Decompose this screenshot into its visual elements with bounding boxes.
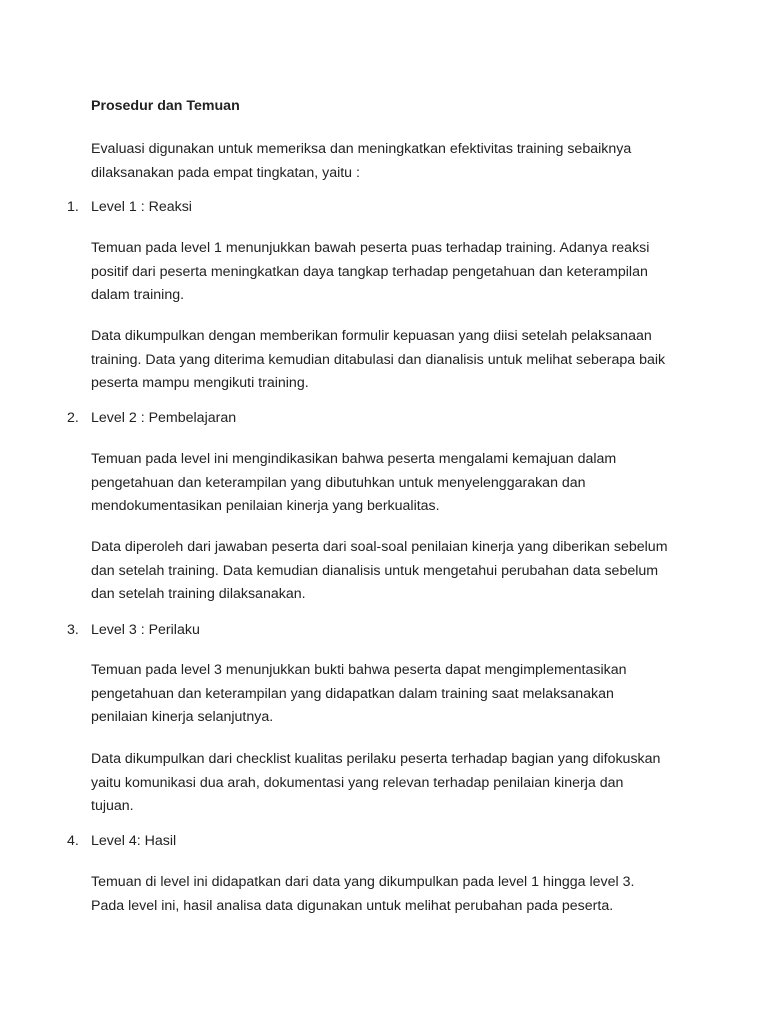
list-item-level-2 bbox=[67, 407, 236, 431]
paragraph-line: Temuan pada level 1 menunjukkan bawah peserta puas terhadap training. Adanya reaksi bbox=[91, 240, 650, 256]
paragraph-line: pengetahuan dan keterampilan yang didapatkan dalam training saat melaksanakan bbox=[91, 685, 614, 702]
list-number: 2. bbox=[67, 410, 79, 426]
level-1-data-paragraph bbox=[91, 325, 691, 396]
level-3-findings-paragraph bbox=[91, 659, 691, 730]
list-number: 3. bbox=[67, 622, 79, 638]
paragraph-line: mendokumentasikan penilaian kinerja yang berkualitas. bbox=[91, 498, 440, 514]
paragraph-line: Temuan di level ini didapatkan dari data yang dikumpulkan pada level 1 hingga level 3. bbox=[91, 874, 635, 890]
paragraph-line: Data dikumpulkan dari checklist kualitas perilaku peserta terhadap bagian yang difokuskan bbox=[91, 751, 661, 767]
level-4-findings-paragraph bbox=[91, 871, 691, 918]
list-item-level-1 bbox=[67, 196, 192, 220]
list-item-label: Level 3 : Perilaku bbox=[91, 622, 200, 638]
page-title: Prosedur dan Temuan bbox=[91, 98, 240, 114]
list-number: 1. bbox=[67, 199, 79, 215]
paragraph-line: pengetahuan dan keterampilan yang dibutuhkan untuk menyelenggarakan dan bbox=[91, 474, 586, 491]
intro-line: dilaksanakan pada empat tingkatan, yaitu : bbox=[91, 164, 360, 181]
paragraph-line: penilaian kinerja selanjutnya. bbox=[91, 709, 274, 725]
paragraph-line: dalam training. bbox=[91, 287, 185, 303]
list-item-label: Level 2 : Pembelajaran bbox=[91, 410, 237, 426]
list-item-label: Level 1 : Reaksi bbox=[91, 199, 192, 215]
list-item-label: Level 4: Hasil bbox=[91, 833, 177, 849]
list-item-level-4 bbox=[67, 830, 176, 854]
paragraph-line: peserta mampu mengikuti training. bbox=[91, 375, 309, 391]
intro-line: Evaluasi digunakan untuk memeriksa dan meningkatkan efektivitas training sebaiknya bbox=[91, 141, 632, 157]
level-3-data-paragraph bbox=[91, 748, 691, 819]
paragraph-line: Pada level ini, hasil analisa data digunakan untuk melihat perubahan pada peserta. bbox=[91, 897, 614, 914]
paragraph-line: dan setelah training. Data kemudian dianalisis untuk mengetahui perubahan data sebelum bbox=[91, 562, 659, 579]
paragraph-line: positif dari peserta meningkatkan daya tangkap terhadap pengetahuan dan keterampilan bbox=[91, 263, 648, 280]
paragraph-line: tujuan. bbox=[91, 798, 134, 814]
paragraph-line: Data dikumpulkan dengan memberikan formulir kepuasan yang diisi setelah pelaksanaan bbox=[91, 328, 652, 344]
paragraph-line: yaitu komunikasi dua arah, dokumentasi yang relevan terhadap penilaian kinerja dan bbox=[91, 774, 624, 791]
level-2-findings-paragraph bbox=[91, 448, 691, 519]
list-item-level-3 bbox=[67, 619, 200, 643]
list-number: 4. bbox=[67, 833, 79, 849]
paragraph-line: training. Data yang diterima kemudian ditabulasi dan dianalisis untuk melihat seberapa baik bbox=[91, 351, 666, 368]
paragraph-line: dan setelah training dilaksanakan. bbox=[91, 586, 306, 602]
paragraph-line: Data diperoleh dari jawaban peserta dari soal-soal penilaian kinerja yang diberikan sebelum bbox=[91, 539, 668, 555]
level-2-data-paragraph bbox=[91, 536, 691, 607]
paragraph-line: Temuan pada level ini mengindikasikan bahwa peserta mengalami kemajuan dalam bbox=[91, 451, 617, 467]
paragraph-line: Temuan pada level 3 menunjukkan bukti bahwa peserta dapat mengimplementasikan bbox=[91, 662, 627, 678]
level-1-findings-paragraph bbox=[91, 237, 691, 308]
intro-paragraph bbox=[91, 138, 691, 185]
